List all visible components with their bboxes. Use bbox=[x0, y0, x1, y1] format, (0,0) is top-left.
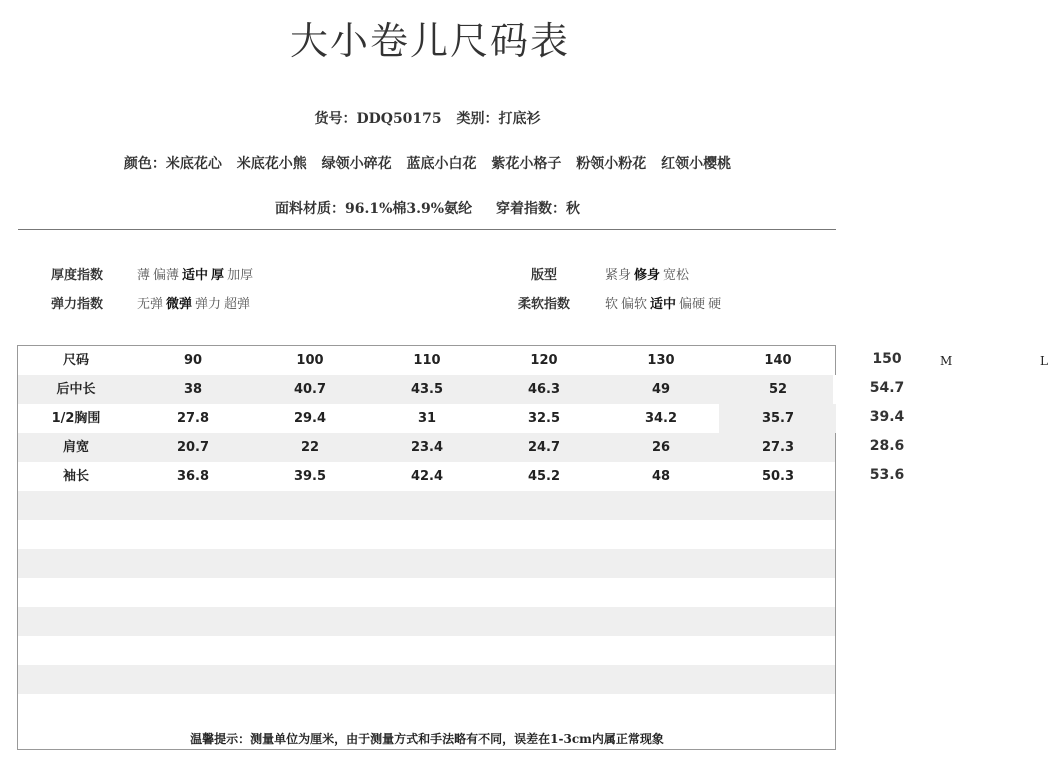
table-cell: 1/2胸围 bbox=[51, 411, 101, 426]
thickness-option: 加厚 bbox=[227, 268, 254, 283]
table-header-cell: 尺码 bbox=[62, 353, 89, 368]
table-cell: 34.2 bbox=[644, 411, 678, 426]
table-cell: 24.7 bbox=[527, 440, 561, 455]
divider bbox=[18, 229, 836, 230]
elasticity-option: 微弹 bbox=[166, 297, 193, 312]
colors-line bbox=[20, 153, 835, 173]
table-cell: 31 bbox=[417, 411, 437, 426]
table-cell: 42.4 bbox=[410, 469, 444, 484]
table-cell: 23.4 bbox=[410, 440, 444, 455]
thickness-options bbox=[137, 264, 256, 283]
table-cell: 43.5 bbox=[410, 382, 444, 397]
page-title: 大小卷儿尺码表 bbox=[289, 19, 570, 63]
fit-option: 宽松 bbox=[663, 268, 690, 283]
item-number: 货号：DDQ50175 bbox=[314, 111, 442, 127]
table-cell: 20.7 bbox=[176, 440, 210, 455]
softness-option: 适中 bbox=[650, 297, 677, 312]
table-row bbox=[18, 636, 835, 665]
table-cell: 40.7 bbox=[293, 382, 327, 397]
product-info-line bbox=[20, 108, 835, 128]
table-row bbox=[18, 491, 835, 520]
thickness-option: 偏薄 bbox=[153, 268, 180, 283]
table-cell: 35.7 bbox=[761, 411, 795, 426]
table-row bbox=[18, 578, 835, 607]
measurement-tip: 温馨提示：测量单位为厘米，由于测量方式和手法略有不同，误差在1-3cm内属正常现象 bbox=[190, 732, 664, 746]
color-item: 米底花小熊 bbox=[236, 156, 307, 172]
table-cell: 后中长 bbox=[56, 382, 96, 397]
border-gap bbox=[833, 375, 837, 404]
table-row bbox=[18, 694, 835, 723]
color-item: 红领小樱桃 bbox=[661, 156, 732, 172]
wear-season: 穿着指数：秋 bbox=[495, 201, 580, 217]
fit-options bbox=[605, 264, 692, 283]
category: 类别：打底衫 bbox=[456, 111, 541, 127]
thickness-label: 厚度指数 bbox=[50, 268, 103, 283]
table-cell: 46.3 bbox=[527, 382, 561, 397]
table-header-cell: 140 bbox=[764, 353, 792, 368]
elasticity-label: 弹力指数 bbox=[50, 297, 103, 312]
thickness-option: 薄 bbox=[137, 268, 151, 283]
table-row bbox=[18, 549, 835, 578]
fit-option: 紧身 bbox=[605, 268, 632, 283]
table-header-cell: 100 bbox=[296, 353, 324, 368]
material-line bbox=[20, 198, 835, 218]
softness-options bbox=[605, 293, 724, 312]
table-cell: 36.8 bbox=[176, 469, 210, 484]
table-cell: 38 bbox=[183, 382, 203, 397]
table-cell: 39.5 bbox=[293, 469, 327, 484]
table-cell: 50.3 bbox=[761, 469, 795, 484]
fit-label: 版型 bbox=[530, 268, 557, 283]
table-cell: 48 bbox=[651, 469, 671, 484]
elasticity-option: 超弹 bbox=[224, 297, 251, 312]
extra-header: 150 bbox=[872, 351, 902, 367]
thickness-option: 适中 bbox=[182, 268, 209, 283]
size-label-m: M bbox=[940, 354, 953, 368]
table-header-cell: 110 bbox=[413, 353, 441, 368]
table-cell: 27.8 bbox=[176, 411, 210, 426]
table-header-cell: 130 bbox=[647, 353, 675, 368]
table-row bbox=[18, 665, 835, 694]
extra-cell: 39.4 bbox=[869, 409, 905, 425]
fit-option: 修身 bbox=[634, 268, 661, 283]
elasticity-options bbox=[137, 293, 253, 312]
softness-option: 软 bbox=[605, 297, 619, 312]
table-cell: 袖长 bbox=[62, 469, 89, 484]
table-cell: 52 bbox=[768, 382, 788, 397]
softness-label: 柔软指数 bbox=[517, 297, 570, 312]
softness-option: 偏软 bbox=[621, 297, 648, 312]
elasticity-option: 无弹 bbox=[137, 297, 164, 312]
table-header-cell: 120 bbox=[530, 353, 558, 368]
color-item: 粉领小粉花 bbox=[576, 156, 647, 172]
colors-label: 颜色： bbox=[123, 156, 166, 172]
table-row bbox=[18, 520, 835, 549]
color-item: 紫花小格子 bbox=[491, 156, 562, 172]
color-item: 米底花心 bbox=[165, 156, 222, 172]
extra-cell: 54.7 bbox=[869, 380, 905, 396]
table-cell: 45.2 bbox=[527, 469, 561, 484]
table-cell: 27.3 bbox=[761, 440, 795, 455]
table-cell: 32.5 bbox=[527, 411, 561, 426]
table-header-cell: 90 bbox=[183, 353, 203, 368]
table-row bbox=[18, 607, 835, 636]
elasticity-option: 弹力 bbox=[195, 297, 222, 312]
table-cell: 49 bbox=[651, 382, 671, 397]
thickness-option: 厚 bbox=[211, 268, 225, 283]
table-cell: 29.4 bbox=[293, 411, 327, 426]
color-item: 绿领小碎花 bbox=[321, 156, 392, 172]
softness-option: 偏硬 bbox=[679, 297, 706, 312]
extra-cell: 53.6 bbox=[869, 467, 905, 483]
color-item: 蓝底小白花 bbox=[406, 156, 477, 172]
size-label-l: L bbox=[1040, 354, 1048, 368]
table-cell: 22 bbox=[300, 440, 320, 455]
material: 面料材质：96.1%棉3.9%氨纶 bbox=[275, 201, 473, 217]
extra-cell: 28.6 bbox=[869, 438, 905, 454]
table-cell: 肩宽 bbox=[62, 440, 89, 455]
size-table bbox=[17, 345, 836, 750]
softness-option: 硬 bbox=[708, 297, 722, 312]
table-cell: 26 bbox=[651, 440, 671, 455]
